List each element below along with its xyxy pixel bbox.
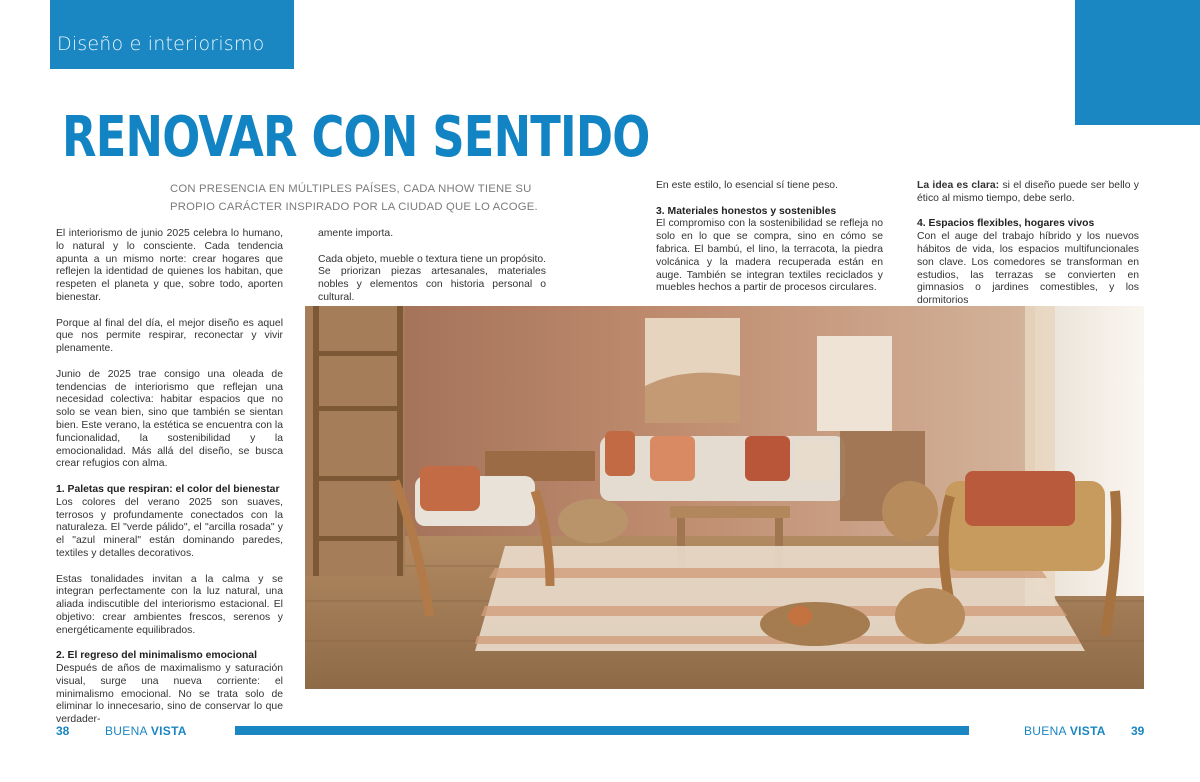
- paragraph: El compromiso con la sostenibilidad se refleja no solo en lo que se compra, sino en cómo se fabrica. El bambú, el lino, la terracota, la piedra volcánica y la madera recuperada están en auge. También se integran textiles reciclados y muebles hechos a partir de procesos circulares.: [656, 218, 883, 294]
- page-number-right: 39: [1131, 724, 1145, 738]
- paragraph: Los colores del verano 2025 son suaves, terrosos y profundamente conectados con la naturaleza. El "verde pálido", el "arcilla rosada" y el "azul mineral" están dominando paredes, textiles y detalles decorativos.: [56, 496, 283, 559]
- paragraph: Con el auge del trabajo híbrido y los nuevos hábitos de vida, los espacios multifuncionales son clave. Los comedores se transforman en estudios, las terrazas se convierten en gimnasios o jardines comestibles, y los dormitorios: [917, 231, 1139, 307]
- brand-left: [105, 724, 187, 738]
- section-title: Diseño e interiorismo: [57, 33, 265, 55]
- paragraph: amente importa.: [318, 228, 394, 239]
- section-heading: 4. Espacios flexibles, hogares vivos: [917, 218, 1095, 230]
- paragraph: Después de años de maximalismo y saturación visual, surge una nueva corriente: el minimalismo emocional. No se trata solo de eliminar lo innecesario, sino de conservar lo que verdader-: [56, 663, 283, 726]
- paragraph: Junio de 2025 trae consigo una oleada de tendencias de interiorismo que reflejan una necesidad colectiva: habitar espacios que no solo se vean bien, sino que también se sientan bien. Este verano, la estética se encuentra con la funcionalidad, la sostenibilidad y la emocionalidad. Más allá del diseño, se busca crear refugios con alma.: [56, 368, 284, 470]
- brand-right: [1024, 724, 1106, 738]
- section-heading: 1. Paletas que respiran: el color del bienestar: [56, 483, 280, 495]
- living-room-photo: [305, 306, 1144, 689]
- brand-word-1: BUENA: [105, 724, 148, 738]
- brand-word-1: BUENA: [1024, 724, 1067, 738]
- headline-text: RENOVAR CON SENTIDO: [62, 105, 650, 170]
- corner-accent-block: [1075, 0, 1200, 125]
- paragraph: El interiorismo de junio 2025 celebra lo humano, lo natural y lo consciente. Cada tendencia apunta a un mismo norte: crear hogares que reflejen la identidad de quienes los habitan, que respeten el planeta y que, sobre todo, aporten bienestar.: [56, 228, 283, 303]
- article-column-4: [917, 180, 1139, 307]
- article-column-2: [318, 228, 546, 306]
- section-heading: 3. Materiales honestos y sostenibles: [656, 205, 837, 217]
- headline: [62, 98, 650, 178]
- article-column-3: [656, 180, 883, 298]
- page-number-left: 38: [56, 724, 70, 738]
- paragraph-lead: [917, 180, 1139, 206]
- paragraph: Cada objeto, mueble o textura tiene un propósito. Se priorizan piezas artesanales, materiales nobles y elementos con historia personal o cultural.: [318, 253, 546, 303]
- paragraph: Porque al final del día, el mejor diseño es aquel que nos permite respirar, reconectar y vivir plenamente.: [56, 317, 283, 355]
- subtitle: CON PRESENCIA EN MÚLTIPLES PAÍSES, CADA NHOW TIENE SU PROPIO CARÁCTER INSPIRADO POR LA CIUDAD QUE LO ACOGE.: [170, 183, 538, 213]
- paragraph: En este estilo, lo esencial sí tiene peso.: [656, 180, 838, 191]
- brand-word-2: VISTA: [1069, 724, 1106, 738]
- article-column-1: [56, 228, 284, 726]
- lead-rest: si el diseño puede ser bello y ético al mismo tiempo, debe serlo.: [917, 180, 1139, 204]
- lead-bold: La idea es clara:: [917, 180, 1000, 191]
- section-tab: [50, 0, 294, 69]
- brand-word-2: VISTA: [150, 724, 187, 738]
- footer-bar: [235, 726, 969, 735]
- section-heading: 2. El regreso del minimalismo emocional: [56, 650, 257, 662]
- paragraph: Estas tonalidades invitan a la calma y se integran perfectamente con la luz natural, una aliada indiscutible del interiorismo estacional. El objetivo: crear ambientes frescos, serenos y energéticamente equilibrados.: [56, 573, 283, 636]
